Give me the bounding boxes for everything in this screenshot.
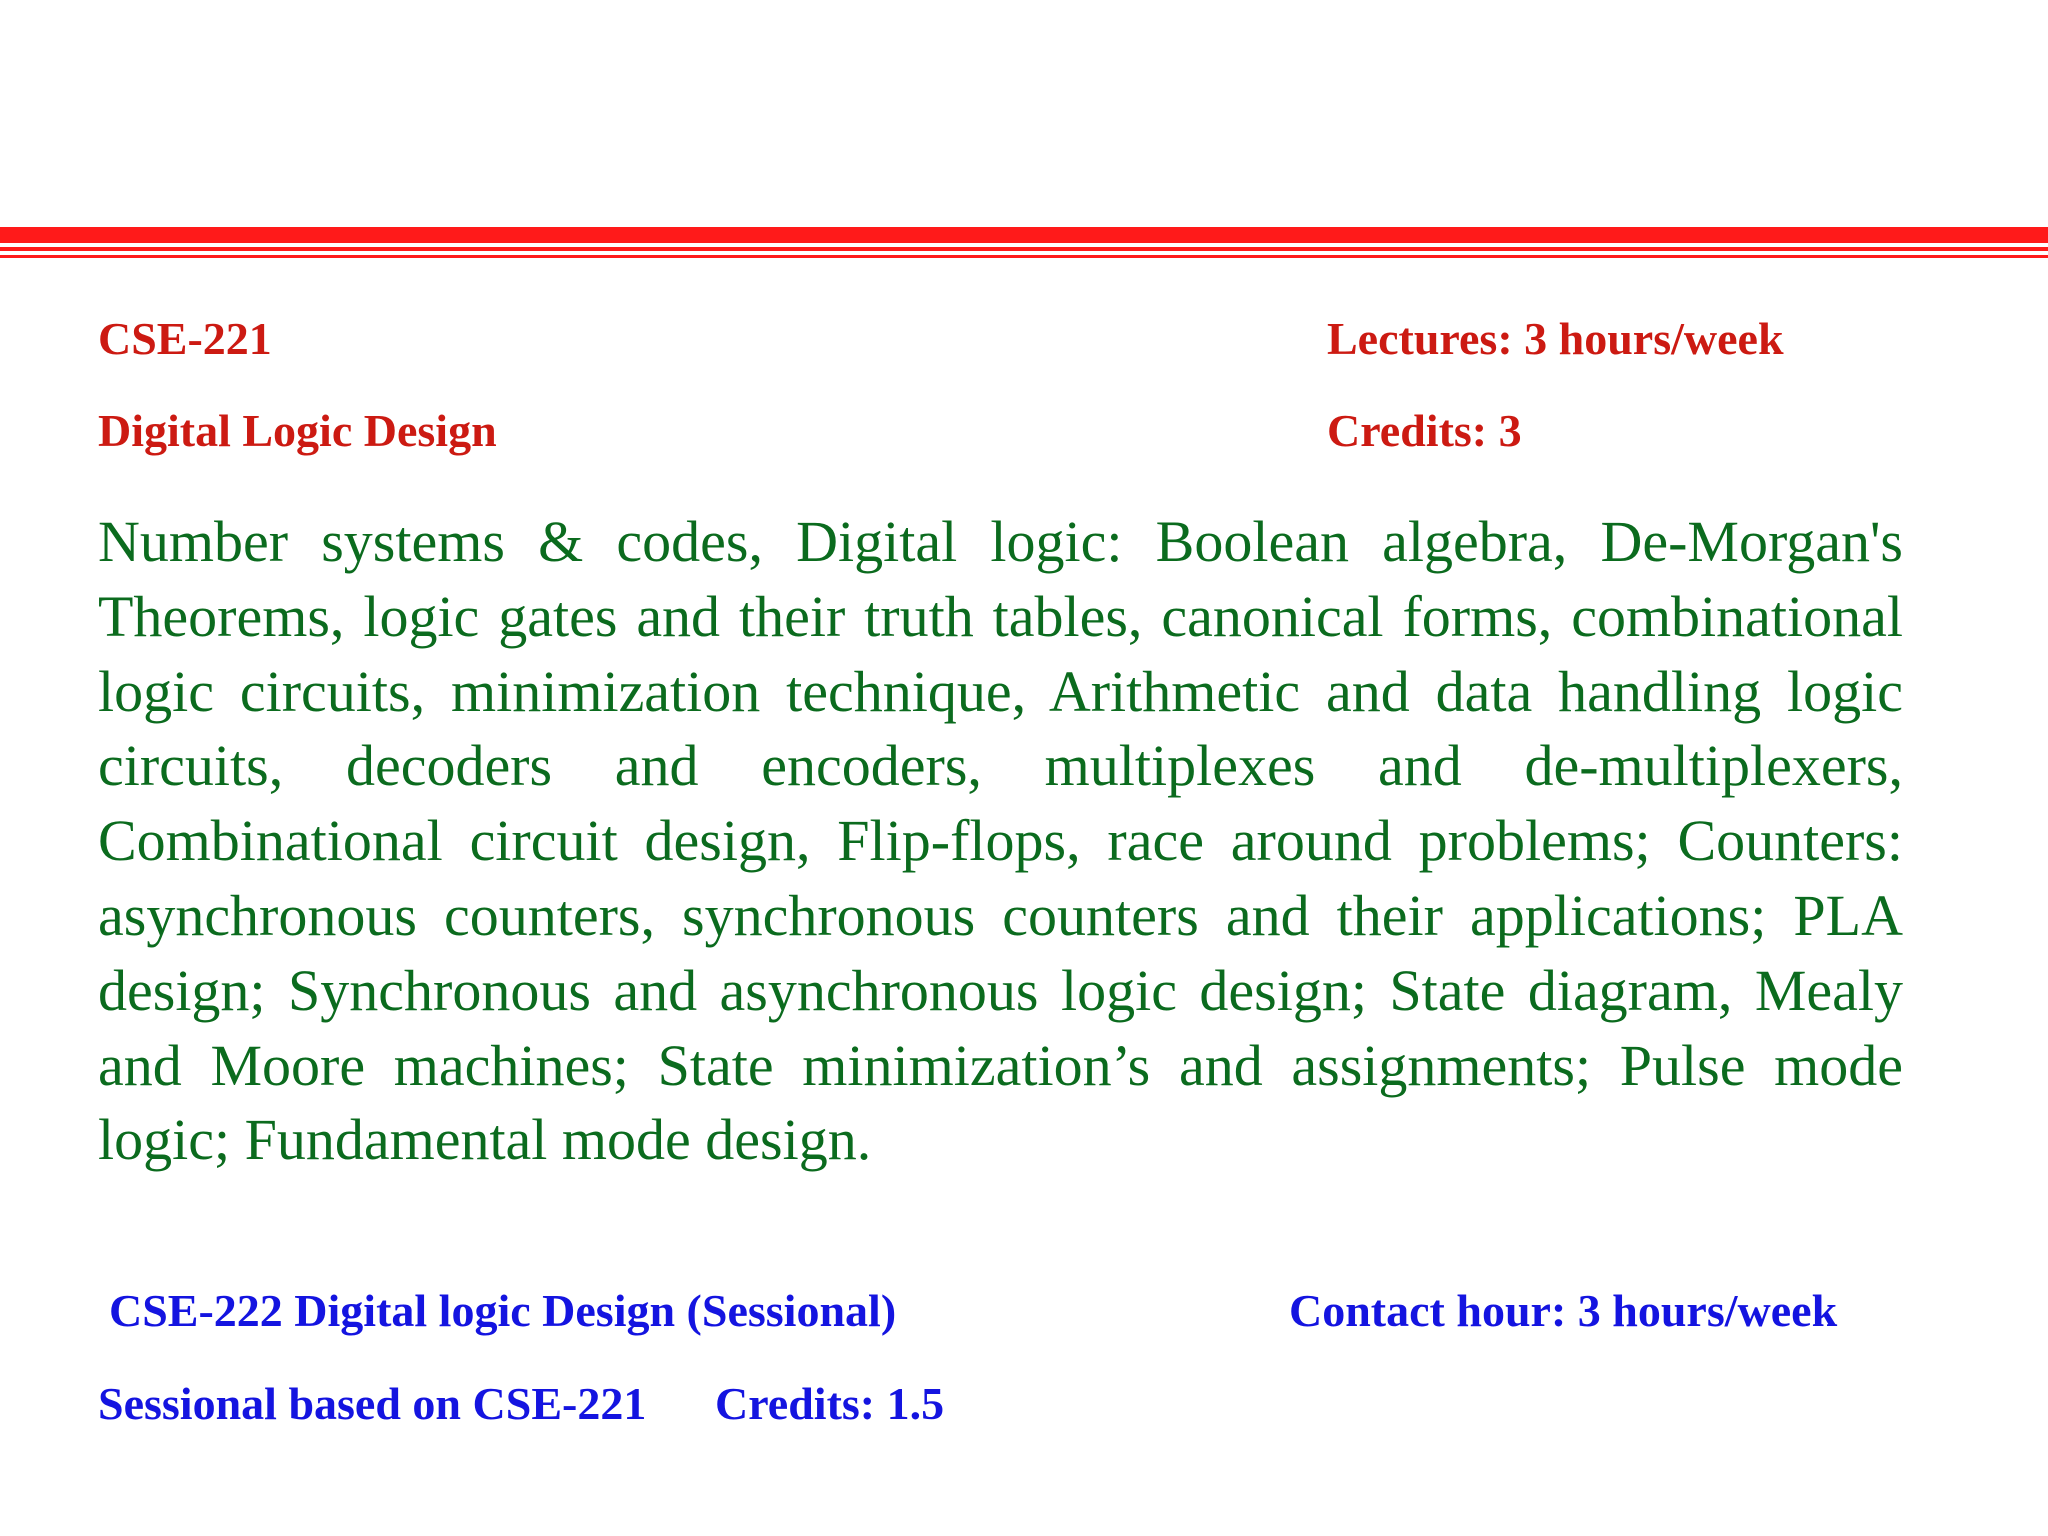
sessional-credits: Credits: 1.5 bbox=[715, 1378, 945, 1429]
sessional-title: CSE-222 Digital logic Design (Sessional) bbox=[109, 1285, 897, 1336]
course-code: CSE-221 bbox=[98, 313, 272, 364]
course-credits: Credits: 3 bbox=[1327, 405, 1522, 456]
header-rule-thick bbox=[0, 227, 2048, 243]
course-name: Digital Logic Design bbox=[98, 405, 497, 456]
header-rule-thin bbox=[0, 247, 2048, 251]
course-description: Number systems & codes, Digital logic: Boolean algebra, De-Morgan's Theorems, logic gates and their truth tables, canonical forms, combinational logic circuits, minimization technique, Arithmetic and data handling logic circuits, decoders and encoders, multiplexes and de-multiplexers, Combinational circuit design, Flip-flops, race around problems; Counters: asynchronous counters, synchronous counters and their applications; PLA design; Synchronous and asynchronous logic design; State diagram, Mealy and Moore machines; State minimization’s and assignments; Pulse mode logic; Fundamental mode design. bbox=[98, 509, 1903, 1173]
sessional-based-on: Sessional based on CSE-221 bbox=[98, 1378, 647, 1429]
header-rule-thin bbox=[0, 255, 2048, 258]
course-lectures: Lectures: 3 hours/week bbox=[1327, 313, 1784, 364]
sessional-contact-hours: Contact hour: 3 hours/week bbox=[1289, 1285, 1838, 1336]
